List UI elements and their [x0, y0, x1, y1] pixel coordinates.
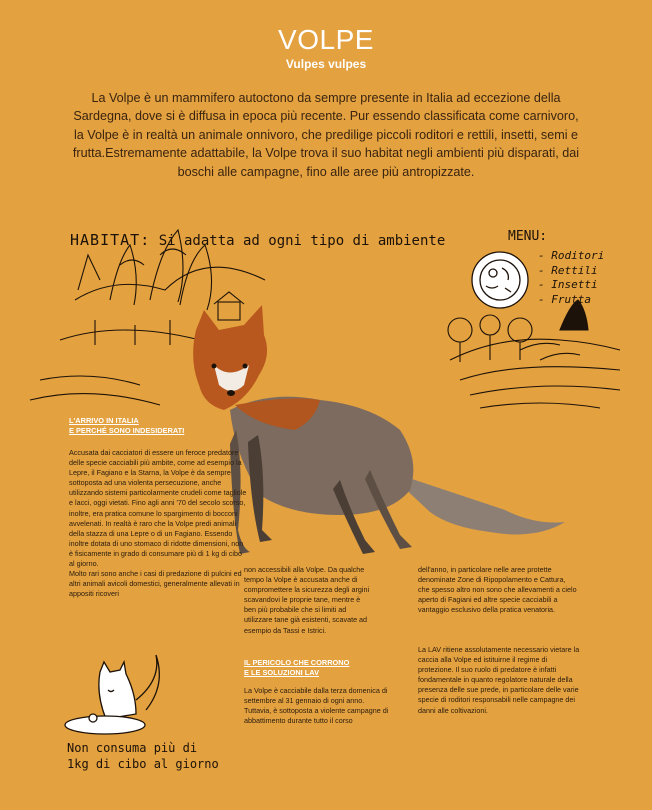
page-subtitle: Vulpes vulpes [285, 57, 367, 71]
column3-text [418, 565, 578, 615]
habitat-text: Si adatta ad ogni tipo di ambiente [158, 233, 446, 249]
menu-item: - Insetti [538, 278, 604, 293]
menu-item: - Rettili [538, 264, 604, 279]
heading-line: L'ARRIVO IN ITALIA [69, 416, 139, 425]
fox-doodle [65, 655, 159, 734]
menu-item: - Roditori [538, 249, 604, 264]
intro-paragraph: La Volpe è un mammifero autoctono da sempre presente in Italia ad eccezione della Sardegna, dove si è diffusa in epoca più recente. Pur essendo classificata come carnivoro, la Volpe è in realtà un animale onnivoro, che predilige piccoli roditori e rettili, insetti, semi e frutta.Estremamente adattabile, la Volpe trova il suo habitat negli ambienti più disparati, dai boschi alle campagne, fino alle aree più antropizzate. [72, 91, 580, 179]
paragraph: non accessibili alla Volpe. Da qualche tempo la Volpe è accusata anche di compromettere la sicurezza degli argini scavandovi le proprie tane, mentre è ben più probabile che si limiti ad utilizzare tane già esistenti, scavate ad esempio da Tassi e Istrici. [244, 565, 370, 635]
footnote-line: 1kg di cibo al giorno [67, 757, 219, 771]
page-title: VOLPE [278, 24, 374, 55]
menu-title: MENU: [508, 229, 548, 244]
section-pericolo-text [244, 686, 389, 726]
footnote-caption [67, 740, 219, 772]
paragraph: dell'anno, in particolare nelle aree protette denominate Zone di Ripopolamento e Cattura, che spesso altro non sono che allevamenti a cielo aperto di Fagiani ed altre specie cacciabili a vantaggio esclusivo della pratica venatoria. [418, 565, 577, 615]
menu-item: - Frutta [538, 293, 604, 308]
section-arrivo-heading [69, 416, 249, 436]
section-pericolo-heading [244, 658, 384, 678]
plate-icon [472, 252, 528, 308]
paragraph: Molto rari sono anche i casi di predazione di pulcini ed altri animali avicoli domestici, generalmente allevati in appositi ricoveri [69, 569, 242, 599]
habitat-label: HABITAT: [70, 231, 151, 249]
heading-line: E LE SOLUZIONI LAV [244, 668, 320, 677]
column2-text [244, 565, 372, 636]
heading-line: IL PERICOLO CHE CORRONO [244, 658, 350, 667]
heading-line: E PERCHÉ SONO INDESIDERATI [69, 426, 185, 435]
section-arrivo-text [69, 448, 247, 599]
column3-lav-text [418, 645, 580, 716]
paragraph: La LAV ritiene assolutamente necessario vietare la caccia alla Volpe ed istituirne il regime di protezione. Il suo ruolo di predatore è infatti fondamentale in quanto regolatore naturale della presenza delle sue prede, in particolare delle varie specie di roditori responsabili nelle campagne dei danni alle coltivazioni. [418, 645, 580, 715]
footnote-line: Non consuma più di [67, 741, 198, 755]
fields-sketch [448, 300, 620, 408]
paragraph: Accusata dai cacciatori di essere un feroce predatore delle specie cacciabili più ambite, come ad esempio la Lepre, il Fagiano e la Starna, la Volpe è da sempre sottoposta ad una violenta persecuzione, anche utilizzando sistemi particolarmente crudeli come tagliole e lacci, oggi vietati. Fino agli anni '70 del secolo scorso, inoltre, era pratica comune lo spargimento di bocconi avvelenati. In realtà è raro che la Volpe predi animali della stazza di una Lepre o di un Fagiano. Essendo inoltre dotata di uno stomaco di ridotte dimensioni, non è fisicamente in grado di consumare più di 1 kg di cibo al giorno. [69, 448, 247, 569]
paragraph: La Volpe è cacciabile dalla terza domenica di settembre al 31 gennaio di ogni anno. Tuttavia, è sottoposta a violente campagne di abbattimento durante tutto il corso [244, 686, 389, 726]
